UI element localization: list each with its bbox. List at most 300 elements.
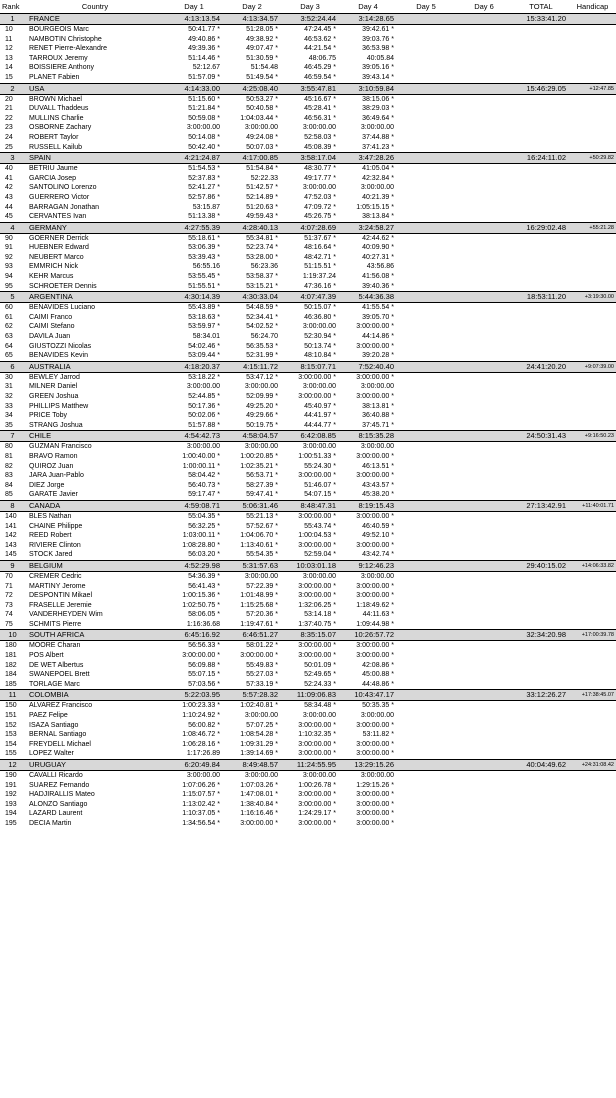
player-day4: 38:13.84 * (362, 213, 394, 221)
player-total (513, 531, 569, 541)
player-day6 (455, 800, 513, 810)
player-day4: 3:00:00.00 * (356, 750, 394, 758)
team-rank: 12 (0, 760, 25, 771)
player-day2: 1:38:40.84 * (240, 800, 278, 808)
team-country: URUGUAY (25, 760, 165, 771)
player-name: CAVALLI Ricardo (29, 772, 83, 779)
player-name: PLANET Fabien (29, 73, 80, 81)
team-day2: 5:06:31.46 (223, 500, 281, 511)
player-name: EMMRICH Nick (29, 263, 78, 271)
header-country: Country (25, 0, 165, 14)
table-header (0, 0, 616, 14)
team-day5 (397, 153, 455, 164)
player-name: KEHR Marcus (29, 273, 74, 281)
player-number: 11 (5, 35, 13, 43)
player-handicap (569, 133, 616, 143)
player-row (0, 522, 616, 532)
player-number: 34 (5, 412, 13, 420)
player-day3: 47:09.72 * (304, 203, 336, 211)
player-day1: 1:06:28.16 * (182, 740, 220, 748)
player-day6 (455, 749, 513, 759)
player-handicap (569, 63, 616, 73)
player-name: GARATE Javier (29, 491, 78, 499)
player-day6 (455, 342, 513, 352)
player-day5 (397, 123, 455, 133)
player-row (0, 164, 616, 174)
player-day4: 3:00:00.00 * (356, 512, 394, 520)
player-day3: 48:16.64 * (304, 244, 336, 252)
player-number: 72 (5, 592, 13, 600)
player-row (0, 591, 616, 601)
player-day2: 55:49.83 * (246, 661, 278, 669)
player-day6 (455, 382, 513, 392)
player-total (513, 490, 569, 500)
player-day4: 3:00:00.00 (360, 383, 394, 391)
player-day6 (455, 620, 513, 630)
player-day1: 1:10:24.92 * (182, 712, 220, 720)
player-day4: 37:45.71 * (362, 421, 394, 429)
player-row (0, 133, 616, 143)
player-day5 (397, 730, 455, 740)
player-handicap (569, 104, 616, 114)
player-handicap (569, 550, 616, 560)
team-day5 (397, 560, 455, 571)
team-day6 (455, 222, 513, 233)
player-day5 (397, 490, 455, 500)
player-number: 40 (5, 165, 13, 173)
player-total (513, 711, 569, 721)
player-total (513, 601, 569, 611)
player-number: 150 (5, 702, 17, 710)
player-row (0, 442, 616, 452)
player-name: RUSSELL Kailub (29, 143, 83, 151)
player-day5 (397, 571, 455, 581)
team-day6 (455, 560, 513, 571)
player-name: CHAINE Philippe (29, 522, 83, 530)
player-day5 (397, 44, 455, 54)
team-total: 33:12:26.27 (513, 690, 569, 701)
player-day4: 3:00:00.00 * (356, 642, 394, 650)
player-name: PHILLIPS Matthew (29, 402, 89, 410)
player-day5 (397, 392, 455, 402)
player-row (0, 541, 616, 551)
player-day5 (397, 94, 455, 104)
player-day4: 41:56.08 * (362, 273, 394, 281)
player-total (513, 442, 569, 452)
player-number: 60 (5, 304, 13, 312)
player-day6 (455, 303, 513, 313)
player-day1: 1:08:28.80 * (182, 541, 220, 549)
player-row (0, 73, 616, 83)
team-day3: 4:07:47.39 (281, 292, 339, 303)
player-name: PAEZ Felipe (29, 712, 68, 720)
player-day4: 50:35.35 * (362, 702, 394, 710)
team-day6 (455, 14, 513, 25)
player-day3: 3:00:00.00 * (298, 642, 336, 650)
player-name: BENAVIDES Luciano (29, 304, 96, 312)
player-day4: 40:05.84 (366, 54, 394, 62)
team-row (0, 361, 616, 372)
player-number: 190 (5, 772, 17, 779)
player-day2: 57:52.67 * (246, 522, 278, 530)
player-day6 (455, 511, 513, 521)
team-day1: 5:22:03.95 (165, 690, 223, 701)
player-row (0, 94, 616, 104)
player-day2: 3:00:00.00 (244, 572, 278, 580)
player-day6 (455, 272, 513, 282)
team-handicap: +17:00:39.78 (569, 630, 616, 641)
player-day4: 53:11.82 * (362, 731, 394, 739)
player-handicap (569, 114, 616, 124)
player-handicap (569, 332, 616, 342)
player-name: RIVIERE Clinton (29, 541, 81, 549)
team-row (0, 500, 616, 511)
player-name: BEWLEY Jarrod (29, 373, 80, 381)
player-name: SCHMITS Pierre (29, 620, 82, 628)
player-total (513, 54, 569, 64)
player-day6 (455, 740, 513, 750)
player-handicap (569, 372, 616, 382)
player-number: 185 (5, 680, 17, 688)
team-day5 (397, 83, 455, 94)
player-day1: 1:00:15.36 * (182, 592, 220, 600)
player-number: 191 (5, 781, 17, 789)
player-day4: 39:03.76 * (362, 35, 394, 43)
player-handicap (569, 740, 616, 750)
player-number: 92 (5, 253, 13, 261)
team-day4: 3:47:28.26 (339, 153, 397, 164)
player-handicap (569, 73, 616, 83)
player-row (0, 372, 616, 382)
player-number: 23 (5, 124, 13, 132)
player-name: SCHROETER Dennis (29, 282, 97, 290)
team-total: 27:13:42.91 (513, 500, 569, 511)
player-total (513, 63, 569, 73)
player-number: 91 (5, 244, 13, 252)
player-day2: 1:04:06.70 * (240, 532, 278, 540)
player-day3: 3:00:00.00 (302, 443, 336, 451)
player-row (0, 680, 616, 690)
player-day3: 3:00:00.00 (302, 124, 336, 132)
player-handicap (569, 511, 616, 521)
player-handicap (569, 721, 616, 731)
player-day2: 57:07.25 * (246, 721, 278, 729)
player-day2: 1:39:14.69 * (240, 750, 278, 758)
player-day6 (455, 282, 513, 292)
team-rank: 7 (0, 431, 25, 442)
player-name: FREYDELL Michael (29, 740, 91, 748)
player-day6 (455, 670, 513, 680)
player-day1: 1:15:07.57 * (182, 791, 220, 799)
player-day3: 3:00:00.00 * (298, 512, 336, 520)
player-name: GARCIA Josep (29, 174, 77, 182)
player-number: 180 (5, 642, 17, 650)
player-day5 (397, 73, 455, 83)
player-day2: 55:27.03 * (246, 671, 278, 679)
player-row (0, 471, 616, 481)
header-day2: Day 2 (223, 0, 281, 14)
player-day5 (397, 781, 455, 791)
player-day2: 55:54.35 * (246, 551, 278, 559)
player-day1: 54:02.46 * (188, 342, 220, 350)
player-handicap (569, 143, 616, 153)
player-total (513, 620, 569, 630)
header-rank: Rank (0, 0, 25, 14)
player-handicap (569, 164, 616, 174)
player-day3: 3:00:00.00 (302, 184, 336, 192)
player-day3: 47:52.03 * (304, 193, 336, 201)
player-day5 (397, 133, 455, 143)
player-row (0, 790, 616, 800)
player-day1: 52:12.67 (192, 64, 220, 72)
player-day1: 3:00:00.00 * (182, 652, 220, 660)
player-name: DE WET Albertus (29, 661, 84, 669)
player-day1: 56:55.16 (192, 263, 220, 271)
player-name: HUEBNER Edward (29, 244, 89, 252)
team-total: 18:53:11.20 (513, 292, 569, 303)
player-day5 (397, 800, 455, 810)
player-total (513, 771, 569, 781)
player-day6 (455, 790, 513, 800)
player-total (513, 591, 569, 601)
player-handicap (569, 351, 616, 361)
player-day1: 52:44.85 * (188, 393, 220, 400)
player-row (0, 452, 616, 462)
player-row (0, 35, 616, 45)
player-day1: 1:08:46.72 * (182, 731, 220, 739)
team-day3: 3:52:24.44 (281, 14, 339, 25)
player-handicap (569, 402, 616, 412)
player-name: GREEN Joshua (29, 393, 79, 400)
player-total (513, 522, 569, 532)
player-day5 (397, 243, 455, 253)
player-day5 (397, 610, 455, 620)
player-day3: 3:00:00.00 * (298, 740, 336, 748)
team-day4: 3:10:59.84 (339, 83, 397, 94)
player-handicap (569, 382, 616, 392)
player-day4: 3:00:00.00 * (356, 819, 394, 827)
player-day3: 3:00:00.00 * (298, 393, 336, 400)
player-handicap (569, 490, 616, 500)
player-day6 (455, 164, 513, 174)
player-day5 (397, 411, 455, 421)
player-day4: 42:44.62 * (362, 234, 394, 242)
player-handicap (569, 800, 616, 810)
player-day6 (455, 351, 513, 361)
player-day5 (397, 771, 455, 781)
player-total (513, 721, 569, 731)
player-name: TORLAGE Marc (29, 680, 80, 688)
team-day6 (455, 153, 513, 164)
team-row (0, 14, 616, 25)
player-row (0, 610, 616, 620)
player-number: 63 (5, 333, 13, 341)
player-number: 12 (5, 45, 13, 53)
player-name: STOCK Jared (29, 551, 73, 559)
player-total (513, 421, 569, 431)
player-day1: 1:13:02.42 * (182, 800, 220, 808)
team-day3: 4:07:28.69 (281, 222, 339, 233)
player-day2: 1:01:48.99 * (240, 592, 278, 600)
player-number: 71 (5, 582, 13, 590)
player-day1: 1:10:37.05 * (182, 810, 220, 818)
team-day1: 4:13:13.54 (165, 14, 223, 25)
team-country: BELGIUM (25, 560, 165, 571)
player-day6 (455, 610, 513, 620)
player-row (0, 651, 616, 661)
team-total: 24:50:31.43 (513, 431, 569, 442)
player-day3: 50:15.07 * (304, 304, 336, 312)
player-day3: 51:37.67 * (304, 234, 336, 242)
player-row (0, 44, 616, 54)
player-day3: 3:00:00.00 * (298, 791, 336, 799)
player-day3: 3:00:00.00 * (298, 721, 336, 729)
player-number: 70 (5, 572, 13, 580)
player-day3: 1:00:51.33 * (298, 452, 336, 460)
player-day6 (455, 462, 513, 472)
player-day5 (397, 164, 455, 174)
player-day4: 3:00:00.00 (360, 572, 394, 580)
player-row (0, 123, 616, 133)
player-day3: 46:36.80 * (304, 313, 336, 321)
player-name: CREMER Cedric (29, 572, 82, 580)
player-total (513, 571, 569, 581)
player-number: 80 (5, 443, 13, 451)
player-row (0, 670, 616, 680)
player-day2: 54:48.59 * (246, 304, 278, 312)
player-day5 (397, 550, 455, 560)
player-day4: 3:00:00.00 (360, 443, 394, 451)
player-day3: 52:24.33 * (304, 680, 336, 688)
player-number: 33 (5, 402, 13, 410)
player-name: VANDERHEYDEN Wim (29, 611, 103, 619)
player-day4: 40:09.90 * (362, 244, 394, 252)
team-row (0, 560, 616, 571)
player-day3: 3:00:00.00 * (298, 652, 336, 660)
player-day5 (397, 541, 455, 551)
player-day4: 37:41.23 * (362, 143, 394, 151)
team-day1: 4:21:24.87 (165, 153, 223, 164)
player-day4: 36:53.98 * (362, 45, 394, 53)
team-handicap: +14:06:33.82 (569, 560, 616, 571)
player-handicap (569, 243, 616, 253)
team-day2: 4:13:34.57 (223, 14, 281, 25)
team-day3: 11:09:06.83 (281, 690, 339, 701)
team-day6 (455, 690, 513, 701)
player-row (0, 183, 616, 193)
player-row (0, 342, 616, 352)
player-name: DECIA Martin (29, 819, 72, 827)
player-handicap (569, 711, 616, 721)
player-number: 155 (5, 750, 17, 758)
player-total (513, 661, 569, 671)
player-day3: 48:06.75 (308, 54, 336, 62)
team-total: 16:24:11.02 (513, 153, 569, 164)
team-day1: 6:20:49.84 (165, 760, 223, 771)
player-day1: 51:13.38 * (188, 213, 220, 221)
team-row (0, 292, 616, 303)
player-row (0, 481, 616, 491)
player-row (0, 203, 616, 213)
team-day1: 4:54:42.73 (165, 431, 223, 442)
player-handicap (569, 462, 616, 472)
player-day5 (397, 711, 455, 721)
player-day6 (455, 721, 513, 731)
player-name: MULLINS Charlie (29, 114, 84, 122)
player-name: STRANG Joshua (29, 421, 83, 429)
player-name: MILNER Daniel (29, 383, 78, 391)
player-day3: 46:56.31 * (304, 114, 336, 122)
player-total (513, 541, 569, 551)
player-day3: 45:40.97 * (304, 402, 336, 410)
team-day5 (397, 500, 455, 511)
player-total (513, 582, 569, 592)
player-day2: 58:01.22 * (246, 642, 278, 650)
player-handicap (569, 651, 616, 661)
player-handicap (569, 44, 616, 54)
player-day1: 53:06.39 * (188, 244, 220, 252)
player-day6 (455, 481, 513, 491)
player-day2: 3:00:00.00 (244, 383, 278, 391)
player-day1: 49:40.86 * (188, 35, 220, 43)
player-day3: 1:00:04.53 * (298, 532, 336, 540)
player-day4: 3:00:00.00 * (356, 452, 394, 460)
player-day1: 1:16:36.68 (186, 620, 220, 628)
team-day1: 4:59:08.71 (165, 500, 223, 511)
player-row (0, 303, 616, 313)
player-total (513, 740, 569, 750)
player-row (0, 641, 616, 651)
player-name: DESPONTIN Mikael (29, 592, 93, 600)
team-rank: 1 (0, 14, 25, 25)
player-handicap (569, 313, 616, 323)
team-day2: 4:17:00.85 (223, 153, 281, 164)
player-total (513, 670, 569, 680)
player-day4: 44:48.86 * (362, 680, 394, 688)
player-day3: 1:19:37.24 (302, 273, 336, 281)
player-handicap (569, 54, 616, 64)
player-row (0, 730, 616, 740)
team-day5 (397, 14, 455, 25)
player-row (0, 749, 616, 759)
team-rank: 10 (0, 630, 25, 641)
player-day6 (455, 94, 513, 104)
player-handicap (569, 282, 616, 292)
player-name: BOURGEOIS Marc (29, 26, 89, 33)
player-day6 (455, 25, 513, 35)
player-day3: 3:00:00.00 * (298, 541, 336, 549)
player-day5 (397, 641, 455, 651)
player-day4: 36:40.88 * (362, 412, 394, 420)
player-total (513, 73, 569, 83)
player-row (0, 262, 616, 272)
player-day4: 46:13.51 * (362, 462, 394, 470)
player-day2: 49:38.92 * (246, 35, 278, 43)
player-name: BROWN Michael (29, 95, 82, 103)
player-day3: 1:00:26.78 * (298, 781, 336, 789)
player-total (513, 262, 569, 272)
player-name: OSBORNE Zachary (29, 124, 92, 132)
player-total (513, 471, 569, 481)
player-number: 73 (5, 601, 13, 609)
player-day2: 1:13:40.61 * (240, 541, 278, 549)
player-day6 (455, 35, 513, 45)
player-day6 (455, 372, 513, 382)
team-day2: 4:28:40.13 (223, 222, 281, 233)
player-day6 (455, 203, 513, 213)
player-handicap (569, 680, 616, 690)
player-total (513, 511, 569, 521)
